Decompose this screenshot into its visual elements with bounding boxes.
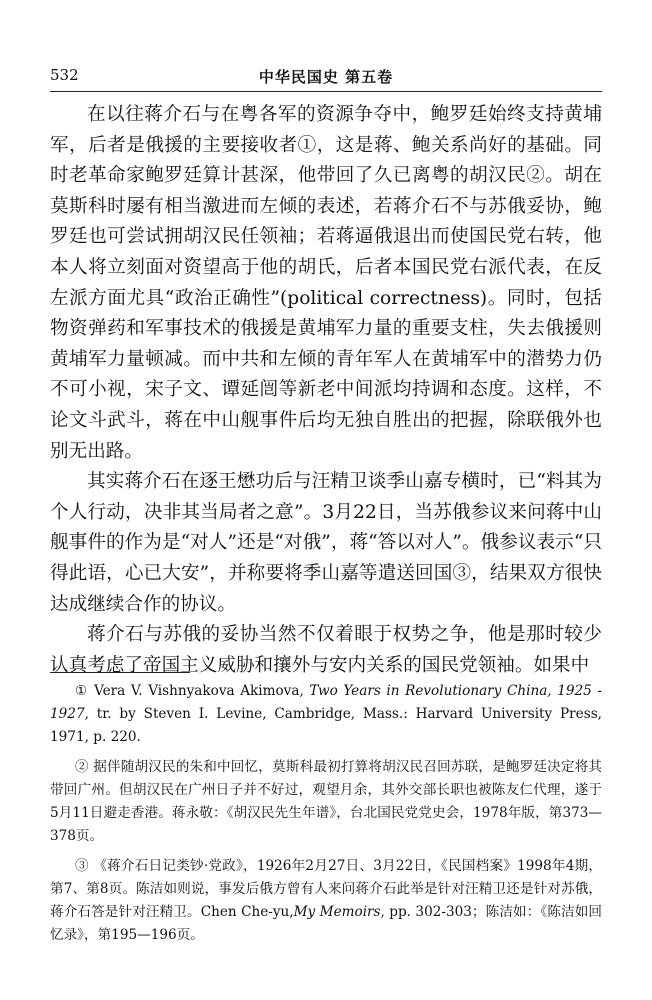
footnote-citation: , tr. by Steven I. Levine, Cambridge, Mass.: Harvard University Press, 1971, p. 220. xyxy=(50,706,602,745)
footnote-text: 《蒋介石日记类钞·党政》，1926年2月27日、3月22日，《民国档案》1998年4期，第7、第8页。陈洁如则说，事发后俄方曾有人来问蒋介石此举是针对汪精卫还是针对苏俄，蒋介石答是针对汪精卫。Chen Che-yu, xyxy=(50,858,603,920)
footnote-mark: ① xyxy=(75,683,89,699)
page-header xyxy=(50,66,602,88)
paragraph-3: 蒋介石与苏俄的妥协当然不仅着眼于权势之争，他是那时较少认真考虑了帝国主义威胁和攘外与安内关系的国民党领袖。如果中 xyxy=(50,624,602,676)
page-number: 532 xyxy=(50,66,79,84)
footnote-text: 据伴随胡汉民的朱和中回忆，莫斯科最初打算将胡汉民召回苏联，是鲍罗廷决定将其带回广州。但胡汉民在广州日子并不好过，观望月余，其外交部长职也被陈友仁代理，遂于5月11日避走香港。蒋永敬：《胡汉民先生年谱》，台北国民党党史会，1978年版，第373—378页。 xyxy=(50,759,603,844)
footnote-mark: ② xyxy=(75,759,89,775)
header-rule xyxy=(50,91,602,92)
footnote-author: Vera V. Vishnyakova Akimova, xyxy=(94,683,304,699)
paragraph-2: 其实蒋介石在逐王懋功后与汪精卫谈季山嘉专横时，已“料其为个人行动，决非其当局者之意”。3月22日，当苏俄参议来问蒋中山舰事件的作为是“对人”还是“对俄”，蒋“答以对人”。俄参议表示“只得此语，心已大安”，并称要将季山嘉等遣送回国③，结果双方很快达成继续合作的协议。 xyxy=(50,471,602,615)
footnote-1 xyxy=(50,680,602,749)
running-title: 中华民国史 第五卷 xyxy=(258,68,394,86)
footnote-3 xyxy=(50,855,602,947)
footnote-book-title: My Memoirs xyxy=(293,904,381,920)
footnote-citation: , pp. 302-303；陈洁如：《陈洁如回忆录》，第195—196页。 xyxy=(50,904,603,943)
body-text xyxy=(50,100,602,681)
footnote-rule xyxy=(50,672,190,673)
footnotes xyxy=(50,680,602,954)
paragraph-1: 在以往蒋介石与在粤各军的资源争夺中，鲍罗廷始终支持黄埔军，后者是俄援的主要接收者①，这是蒋、鲍关系尚好的基础。同时老革命家鲍罗廷算计甚深，他带回了久已离粤的胡汉民②。胡在莫斯科时屡有相当激进而左倾的表述，若蒋介石不与苏俄妥协，鲍罗廷也可尝试拥胡汉民任领袖；若蒋逼俄退出而使国民党右转，他本人将立刻面对资望高于他的胡氏，后者本国民党右派代表，在反左派方面尤具“政治正确性”(political correctness)。同时，包括物资弹药和军事技术的俄援是黄埔军力量的重要支柱，失去俄援则黄埔军力量顿减。而中共和左倾的青年军人在黄埔军中的潜势力仍不可小视，宋子文、谭延闿等新老中间派均持调和态度。这样，不论文斗武斗，蒋在中山舰事件后均无独自胜出的把握，除联俄外也别无出路。 xyxy=(50,104,602,462)
footnote-book-title: Two Years in Revolutionary China, 1925 - 1927 xyxy=(50,683,602,722)
footnote-2 xyxy=(50,756,602,848)
footnote-mark: ③ xyxy=(75,858,89,874)
